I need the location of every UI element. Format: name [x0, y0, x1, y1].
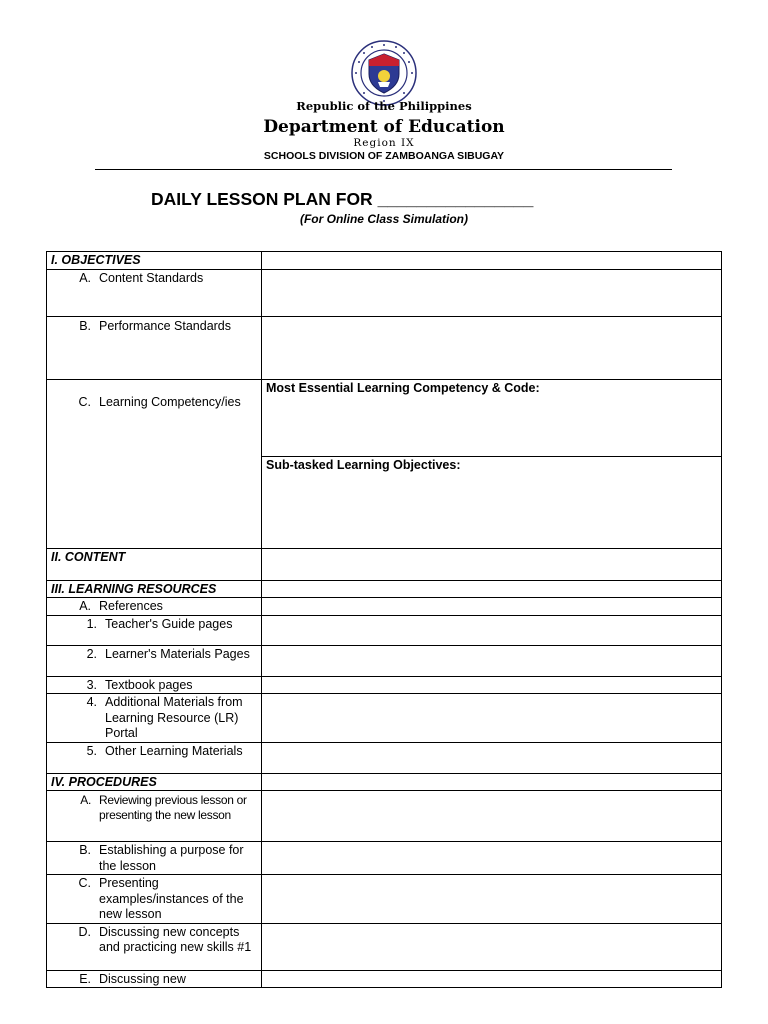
item-label: 4. [86, 695, 97, 709]
table-row [47, 875, 722, 924]
answer-cell[interactable] [262, 252, 722, 270]
item-text: Textbook pages [105, 677, 193, 692]
answer-cell[interactable] [262, 773, 722, 791]
deped-seal-icon [351, 40, 417, 106]
answer-cell[interactable] [262, 842, 722, 875]
table-row [47, 923, 722, 970]
row-additional-materials [47, 694, 262, 743]
page-subtitle: (For Online Class Simulation) [299, 212, 469, 226]
title-blank: ________________ [377, 189, 534, 209]
answer-cell[interactable] [262, 676, 722, 694]
answer-cell[interactable] [262, 791, 722, 842]
item-text: Additional Materials from Learning Resource (LR) Portal [105, 695, 243, 740]
item-label: A. [79, 599, 91, 613]
table-row [47, 694, 722, 743]
item-text: References [99, 599, 163, 613]
row-presenting-examples [47, 875, 262, 924]
table-row [47, 580, 722, 598]
row-establishing-purpose [47, 842, 262, 875]
item-label: B. [79, 318, 91, 333]
section-objectives: I. OBJECTIVES [47, 252, 262, 270]
region-heading: Region IX [353, 137, 415, 149]
row-learners-materials [47, 645, 262, 676]
item-label: D. [78, 924, 91, 939]
item-text: Establishing a purpose for the lesson [99, 843, 244, 873]
table-row [47, 676, 722, 694]
item-text: Presenting examples/instances of the new lesson [99, 876, 244, 921]
table-row [47, 842, 722, 875]
item-label: 5. [86, 743, 97, 758]
item-label: C. [78, 876, 91, 890]
row-teachers-guide [47, 615, 262, 645]
item-label: A. [79, 270, 91, 285]
item-text: Reviewing previous lesson or presenting the new lesson [99, 793, 247, 822]
row-discussing-concepts-1 [47, 923, 262, 970]
item-label: A. [80, 793, 91, 807]
answer-cell[interactable] [262, 269, 722, 316]
row-learning-competency [47, 379, 262, 548]
table-row [47, 598, 722, 616]
table-row [47, 269, 722, 316]
answer-cell[interactable] [262, 316, 722, 379]
answer-cell[interactable] [262, 548, 722, 580]
row-performance-standards [47, 316, 262, 379]
answer-cell[interactable] [262, 923, 722, 970]
row-references [47, 598, 262, 616]
answer-cell[interactable] [262, 645, 722, 676]
item-text: Discussing new concepts and practicing new skills #1 [99, 924, 252, 954]
item-text: Learning Competency/ies [99, 394, 241, 409]
table-row [47, 252, 722, 270]
item-label: 2. [86, 646, 97, 661]
item-label: 3. [86, 677, 97, 692]
item-text: Teacher's Guide pages [105, 616, 233, 631]
department-heading: Department of Education [263, 117, 505, 137]
table-row [47, 773, 722, 791]
item-text: Content Standards [99, 270, 204, 285]
header-divider [95, 169, 672, 170]
title-text: DAILY LESSON PLAN FOR [151, 189, 373, 209]
answer-cell[interactable] [262, 742, 722, 773]
table-row [47, 379, 722, 456]
item-text: Performance Standards [99, 318, 232, 333]
row-other-materials [47, 742, 262, 773]
table-row [47, 615, 722, 645]
page-title [151, 189, 533, 210]
lesson-plan-table [46, 251, 722, 988]
table-row [47, 645, 722, 676]
answer-cell[interactable] [262, 615, 722, 645]
item-label: 1. [86, 616, 97, 631]
table-row [47, 316, 722, 379]
table-row [47, 742, 722, 773]
answer-cell[interactable] [262, 694, 722, 743]
row-discussing-concepts-2 [47, 970, 262, 988]
item-label: E. [79, 971, 91, 986]
table-row [47, 791, 722, 842]
answer-cell[interactable] [262, 580, 722, 598]
item-label: C. [78, 394, 91, 409]
answer-cell[interactable] [262, 875, 722, 924]
melc-cell[interactable]: Most Essential Learning Competency & Code: [262, 379, 722, 456]
item-text: Learner's Materials Pages [105, 646, 250, 661]
republic-heading: Republic of the Philippines [296, 99, 472, 113]
item-text: Other Learning Materials [105, 743, 243, 758]
table-row [47, 548, 722, 580]
answer-cell[interactable] [262, 970, 722, 988]
row-reviewing-lesson [47, 791, 262, 842]
row-content-standards [47, 269, 262, 316]
section-procedures: IV. PROCEDURES [47, 773, 262, 791]
table-row [47, 970, 722, 988]
section-learning-resources: III. LEARNING RESOURCES [47, 580, 262, 598]
section-content: II. CONTENT [47, 548, 262, 580]
answer-cell[interactable] [262, 598, 722, 616]
item-label: B. [79, 843, 91, 857]
row-textbook-pages [47, 676, 262, 694]
division-heading: SCHOOLS DIVISION OF ZAMBOANGA SIBUGAY [263, 150, 505, 162]
item-text: Discussing new [99, 971, 186, 986]
subtasked-objectives-cell[interactable]: Sub-tasked Learning Objectives: [262, 456, 722, 548]
